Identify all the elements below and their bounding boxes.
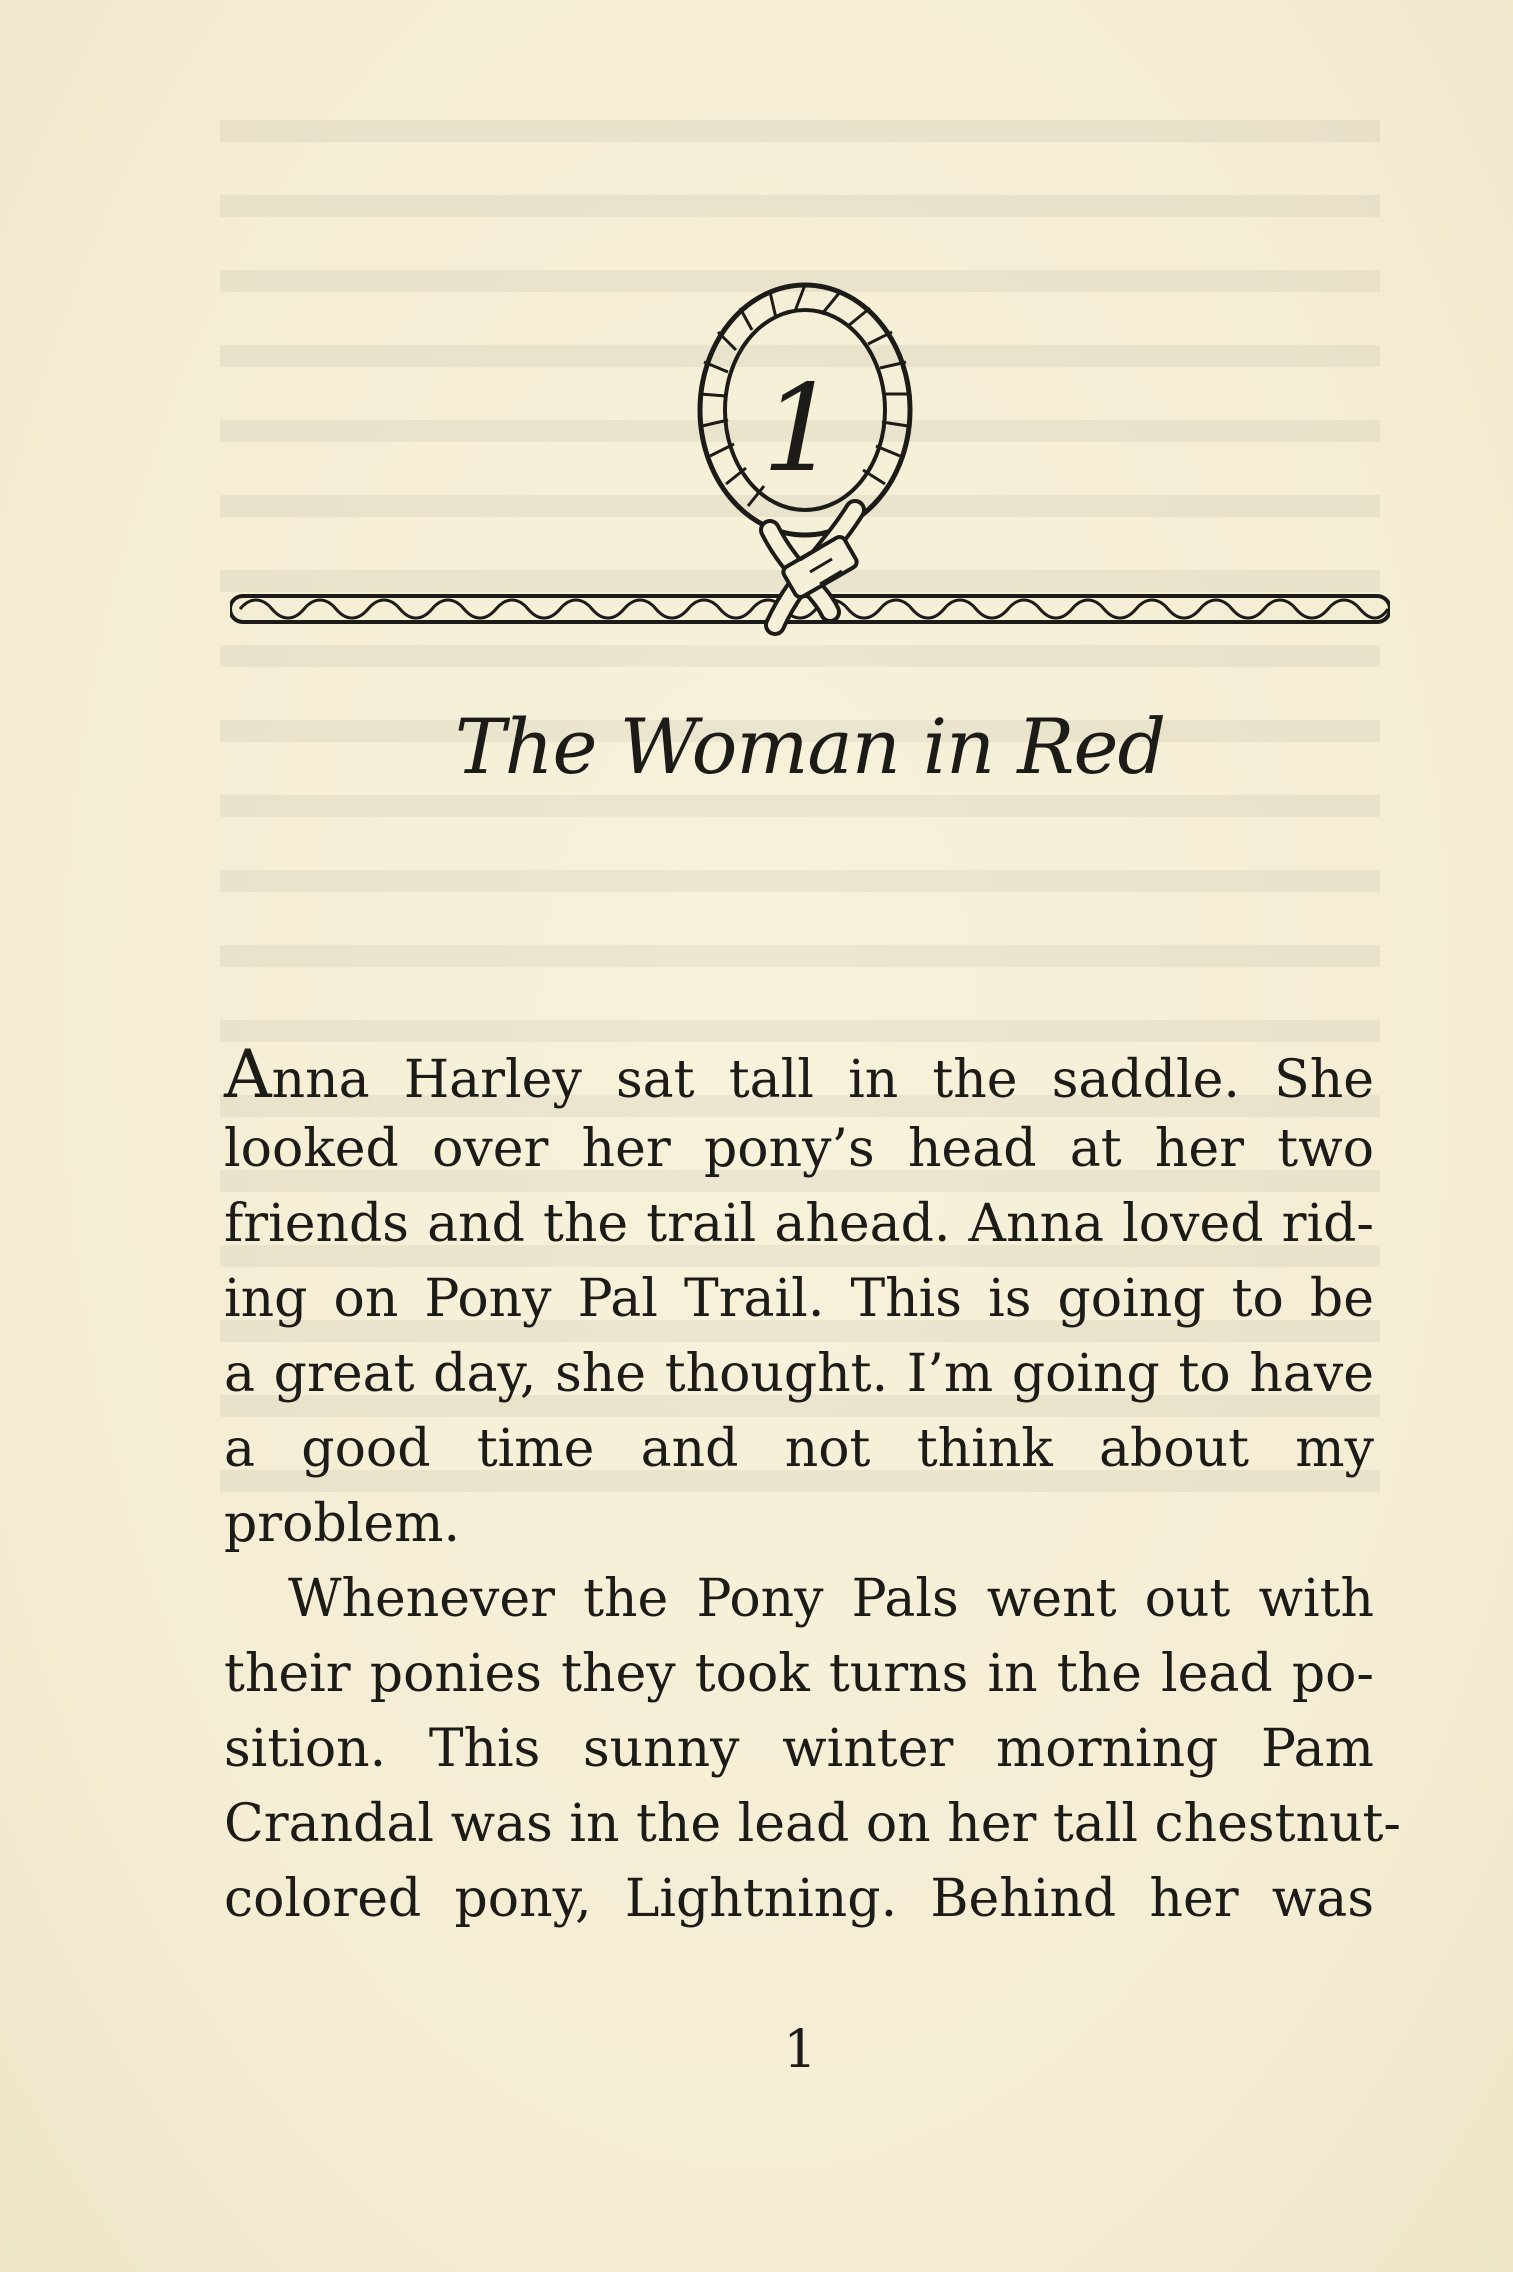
text-line: colored pony, Lightning. Behind her was [224,1869,1374,1929]
text-line [224,1037,1374,1112]
text-line: Crandal was in the lead on her tall chestnut- [224,1794,1401,1854]
text-line: ing on Pony Pal Trail. This is going to be [224,1269,1374,1329]
text-line: a good time and not think about my [224,1419,1374,1479]
text-line-rest: nna Harley sat tall in the saddle. She [271,1050,1374,1110]
chapter-number: 1 [761,360,839,499]
page-number: 1 [783,2020,817,2080]
text-line: Whenever the Pony Pals went out with [288,1569,1374,1629]
text-line: looked over her pony’s head at her two [224,1119,1374,1179]
text-line: their ponies they took turns in the lead po- [224,1644,1374,1704]
chapter-title: The Woman in Red [454,702,1166,791]
text-line: problem. [224,1494,460,1554]
text-line: sition. This sunny winter morning Pam [224,1719,1374,1779]
text-line: friends and the trail ahead. Anna loved rid- [224,1194,1374,1254]
text-line: a great day, she thought. I’m going to have [224,1344,1374,1404]
body-text [224,1036,1401,1937]
drop-cap: A [224,1036,272,1113]
